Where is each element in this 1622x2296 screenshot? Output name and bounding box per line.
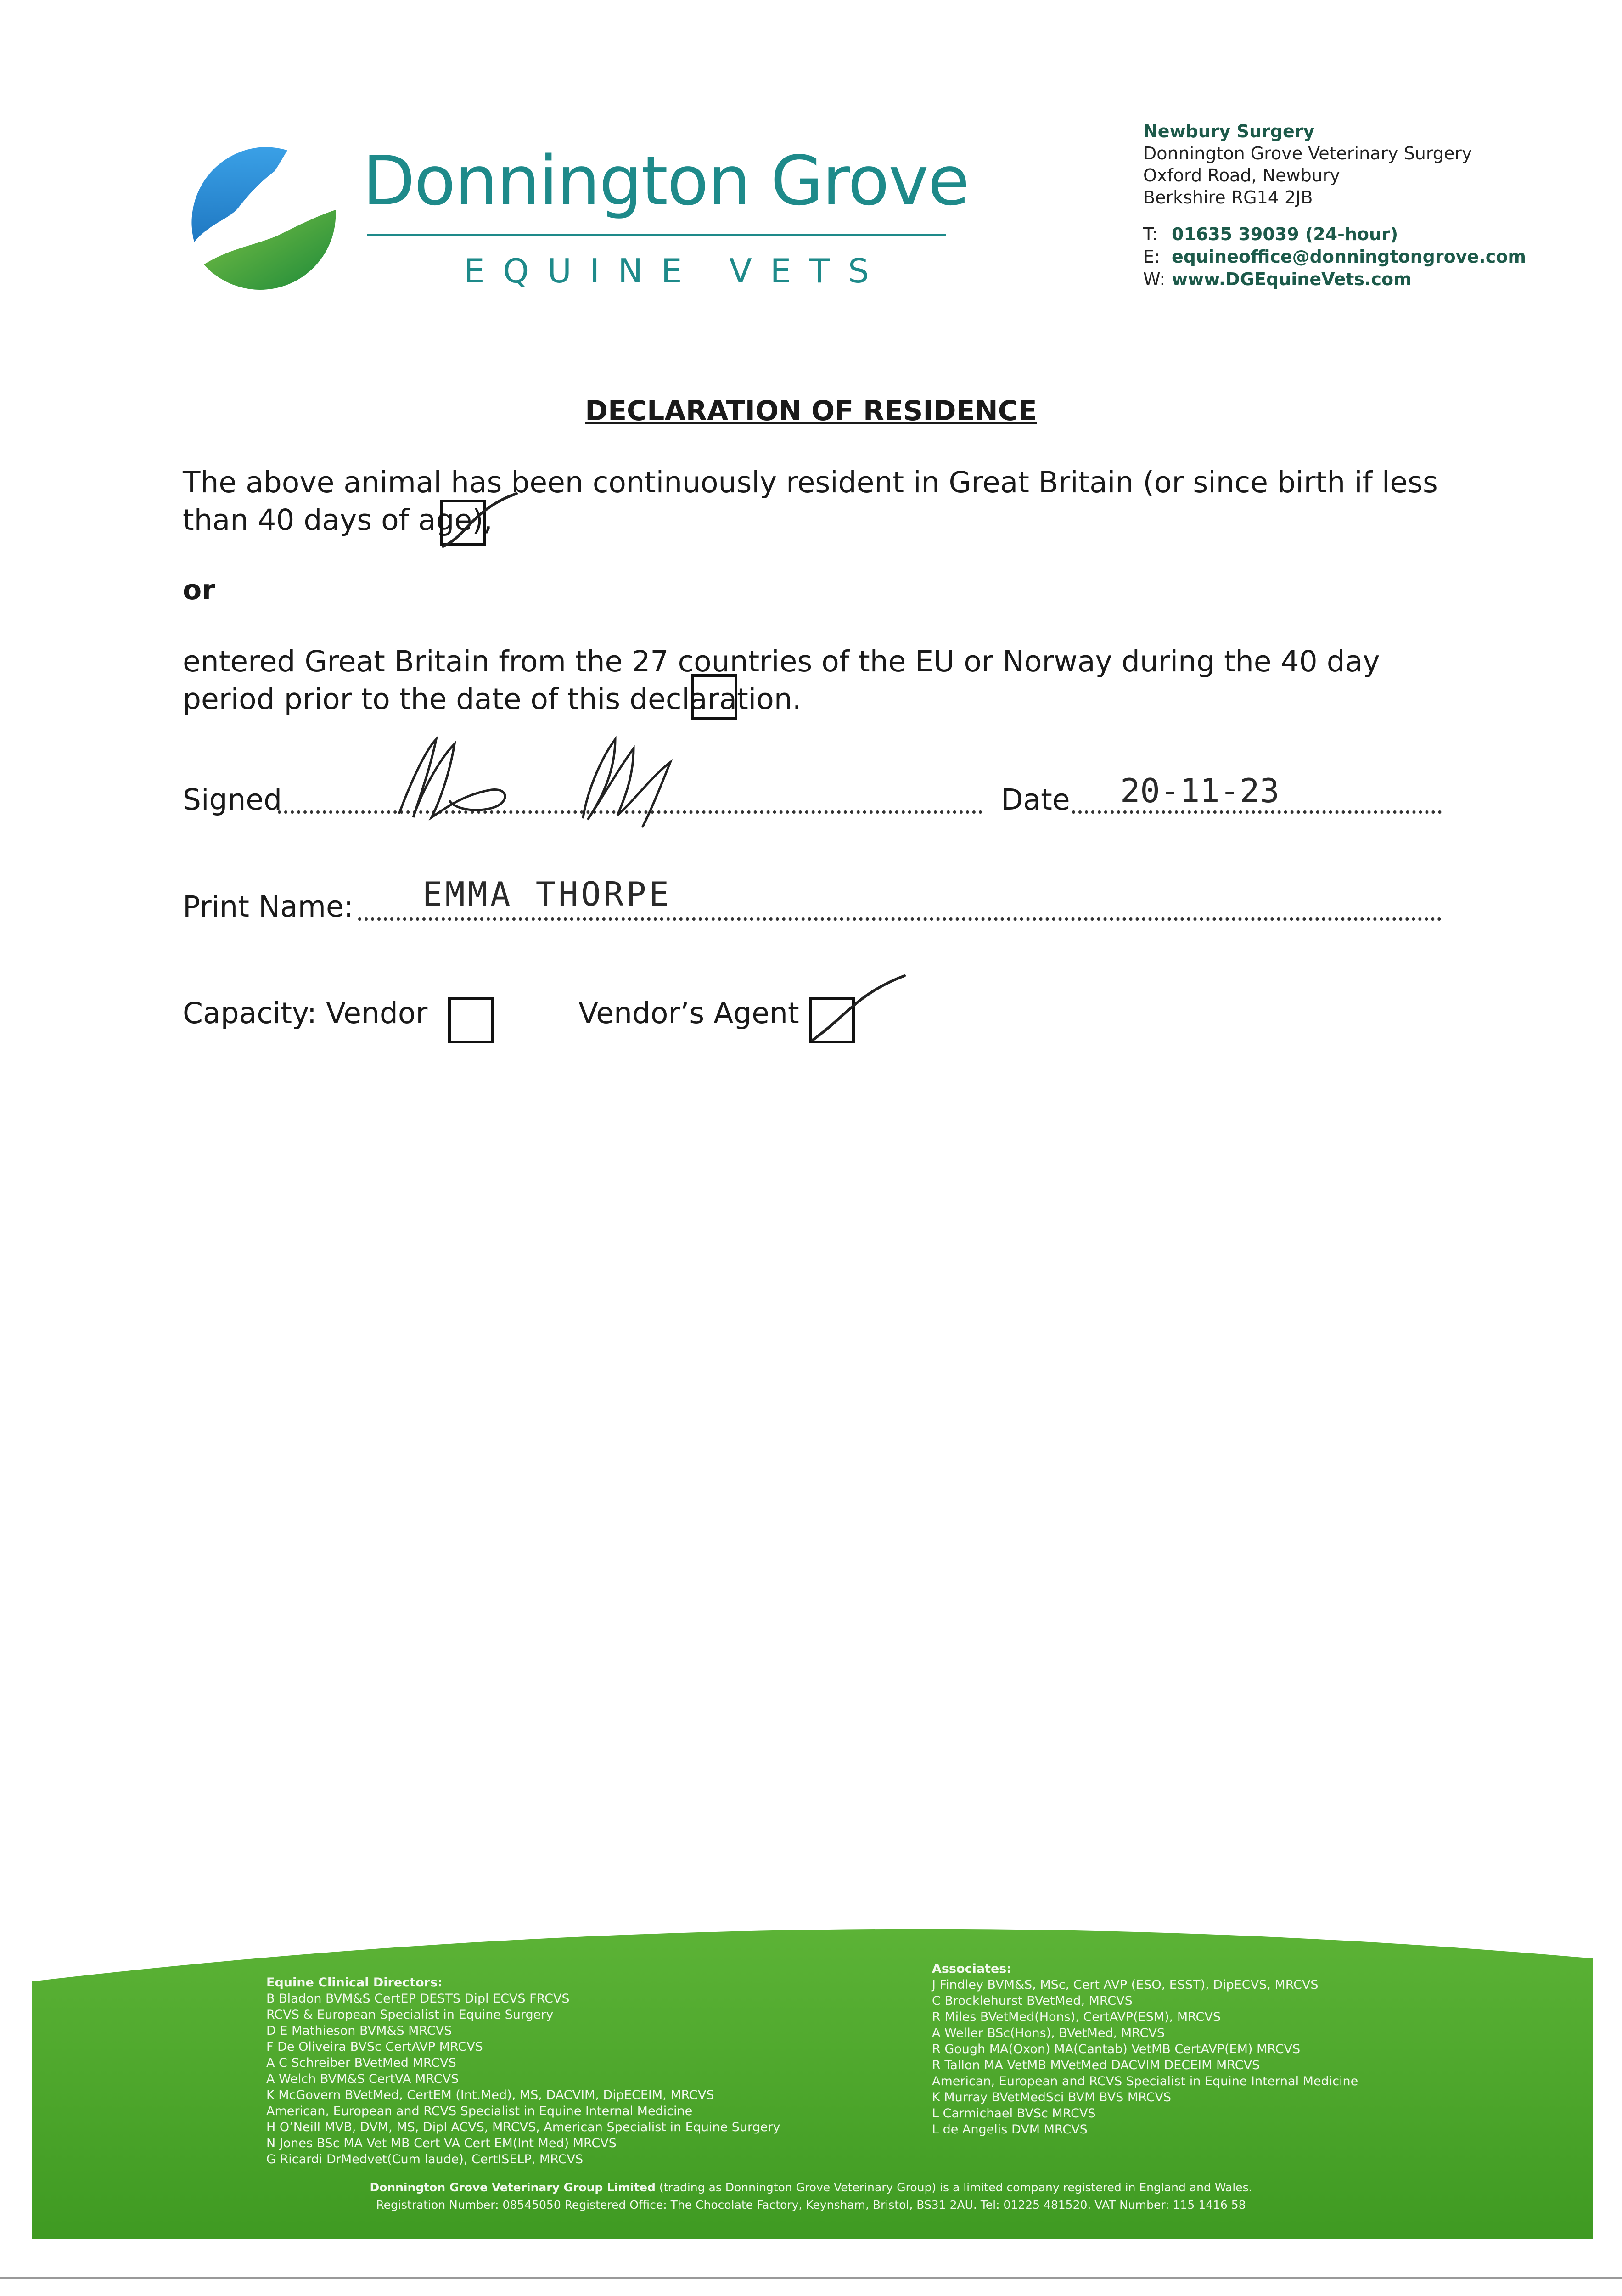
handwritten-signature-icon[interactable] xyxy=(386,721,735,836)
associate-line: L de Angelis DVM MRCVS xyxy=(932,2122,1088,2137)
brand-divider xyxy=(367,234,946,236)
director-line: F De Oliveira BVSc CertAVP MRCVS xyxy=(266,2040,483,2054)
director-line: H O’Neill MVB, DVM, MS, Dipl ACVS, MRCVS, American Specialist in Equine Surgery xyxy=(266,2120,780,2134)
associate-line: L Carmichael BVSc MRCVS xyxy=(932,2106,1096,2121)
associate-line: R Tallon MA VetMB MVetMed DACVIM DECEIM MRCVS xyxy=(932,2058,1260,2072)
website-address: www.DGEquineVets.com xyxy=(1172,269,1412,289)
director-line: B Bladon BVM&S CertEP DESTS Dipl ECVS FRCVS xyxy=(266,1992,570,2006)
associates-heading: Associates: xyxy=(932,1962,1012,1976)
associate-line: R Miles BVetMed(Hons), CertAVP(ESM), MRCVS xyxy=(932,2010,1221,2024)
donnington-grove-logo-icon xyxy=(181,142,342,303)
director-line: K McGovern BVetMed, CertEM (Int.Med), MS, DACVIM, DipECEIM, MRCVS xyxy=(266,2088,714,2102)
page-bottom-rule xyxy=(0,2277,1622,2279)
surgery-line: Oxford Road, Newbury xyxy=(1143,165,1340,186)
entered-checkbox[interactable] xyxy=(691,674,737,720)
date-value[interactable]: 20-11-23 xyxy=(1120,771,1280,810)
surgery-name: Newbury Surgery xyxy=(1143,121,1315,141)
entry-statement: entered Great Britain from the 27 countries of the EU or Norway during the 40 day period prior to the date of this declaration. xyxy=(183,645,1380,716)
brand-name: Donnington Grove xyxy=(363,141,969,220)
clinical-directors xyxy=(266,1975,955,2167)
print-name-line xyxy=(358,917,1442,921)
phone-number: 01635 39039 (24-hour) xyxy=(1172,224,1398,244)
contact-details xyxy=(1143,223,1526,291)
vendor-checkbox[interactable] xyxy=(448,997,494,1043)
director-line: American, European and RCVS Specialist in Equine Internal Medicine xyxy=(266,2104,693,2118)
surgery-line: Donnington Grove Veterinary Surgery xyxy=(1143,143,1472,163)
associate-line: American, European and RCVS Specialist in Equine Internal Medicine xyxy=(932,2074,1358,2088)
contact-label: T: xyxy=(1143,224,1158,244)
print-name-label: Print Name: xyxy=(183,890,354,923)
contact-label: E: xyxy=(1143,247,1160,267)
or-separator: or xyxy=(183,574,215,606)
associate-line: A Weller BSc(Hons), BVetMed, MRCVS xyxy=(932,2026,1165,2040)
vendors-agent-label: Vendor’s Agent xyxy=(578,996,799,1030)
signed-label: Signed xyxy=(183,783,282,816)
contact-label: W: xyxy=(1143,269,1166,289)
resident-check-mark-icon xyxy=(436,487,528,556)
date-line xyxy=(1072,810,1442,814)
company-legal-notice xyxy=(0,2179,1622,2214)
surgery-address xyxy=(1143,120,1472,208)
director-line: G Ricardi DrMedvet(Cum laude), CertISELP, MRCVS xyxy=(266,2152,584,2167)
email-address: equineoffice@donningtongrove.com xyxy=(1172,247,1526,267)
associate-line: J Findley BVM&S, MSc, Cert AVP (ESO, ESST), DipECVS, MRCVS xyxy=(932,1978,1319,1992)
document-title: DECLARATION OF RESIDENCE xyxy=(585,395,1037,427)
associate-line: R Gough MA(Oxon) MA(Cantab) VetMB CertAVP(EM) MRCVS xyxy=(932,2042,1301,2056)
director-line: A Welch BVM&S CertVA MRCVS xyxy=(266,2072,459,2086)
associate-line: C Brocklehurst BVetMed, MRCVS xyxy=(932,1994,1133,2008)
capacity-label: Capacity: Vendor xyxy=(183,996,428,1030)
director-line: A C Schreiber BVetMed MRCVS xyxy=(266,2056,456,2070)
associates xyxy=(932,1961,1575,2138)
registration-details: Registration Number: 08545050 Registered Office: The Chocolate Factory, Keynsham, Bristol, BS31 2AU. Tel: 01225 481520. VAT Number: 115 1416 58 xyxy=(376,2198,1246,2212)
date-label: Date xyxy=(1001,783,1070,816)
directors-heading: Equine Clinical Directors: xyxy=(266,1975,443,1990)
surgery-line: Berkshire RG14 2JB xyxy=(1143,187,1313,208)
agent-check-mark-icon xyxy=(806,969,911,1047)
director-line: RCVS & European Specialist in Equine Surgery xyxy=(266,2008,554,2022)
associate-line: K Murray BVetMedSci BVM BVS MRCVS xyxy=(932,2090,1172,2105)
brand-subtitle: EQUINE VETS xyxy=(464,252,887,290)
director-line: D E Mathieson BVM&S MRCVS xyxy=(266,2024,452,2038)
residence-statement: The above animal has been continuously resident in Great Britain (or since birth if less than 40 days of age), xyxy=(183,466,1438,537)
company-trading-note: (trading as Donnington Grove Veterinary Group) is a limited company registered in England and Wales. xyxy=(659,2181,1252,2194)
print-name-value[interactable]: EMMA THORPE xyxy=(422,875,672,913)
director-line: N Jones BSc MA Vet MB Cert VA Cert EM(Int Med) MRCVS xyxy=(266,2136,617,2150)
company-name: Donnington Grove Veterinary Group Limited xyxy=(370,2181,656,2194)
